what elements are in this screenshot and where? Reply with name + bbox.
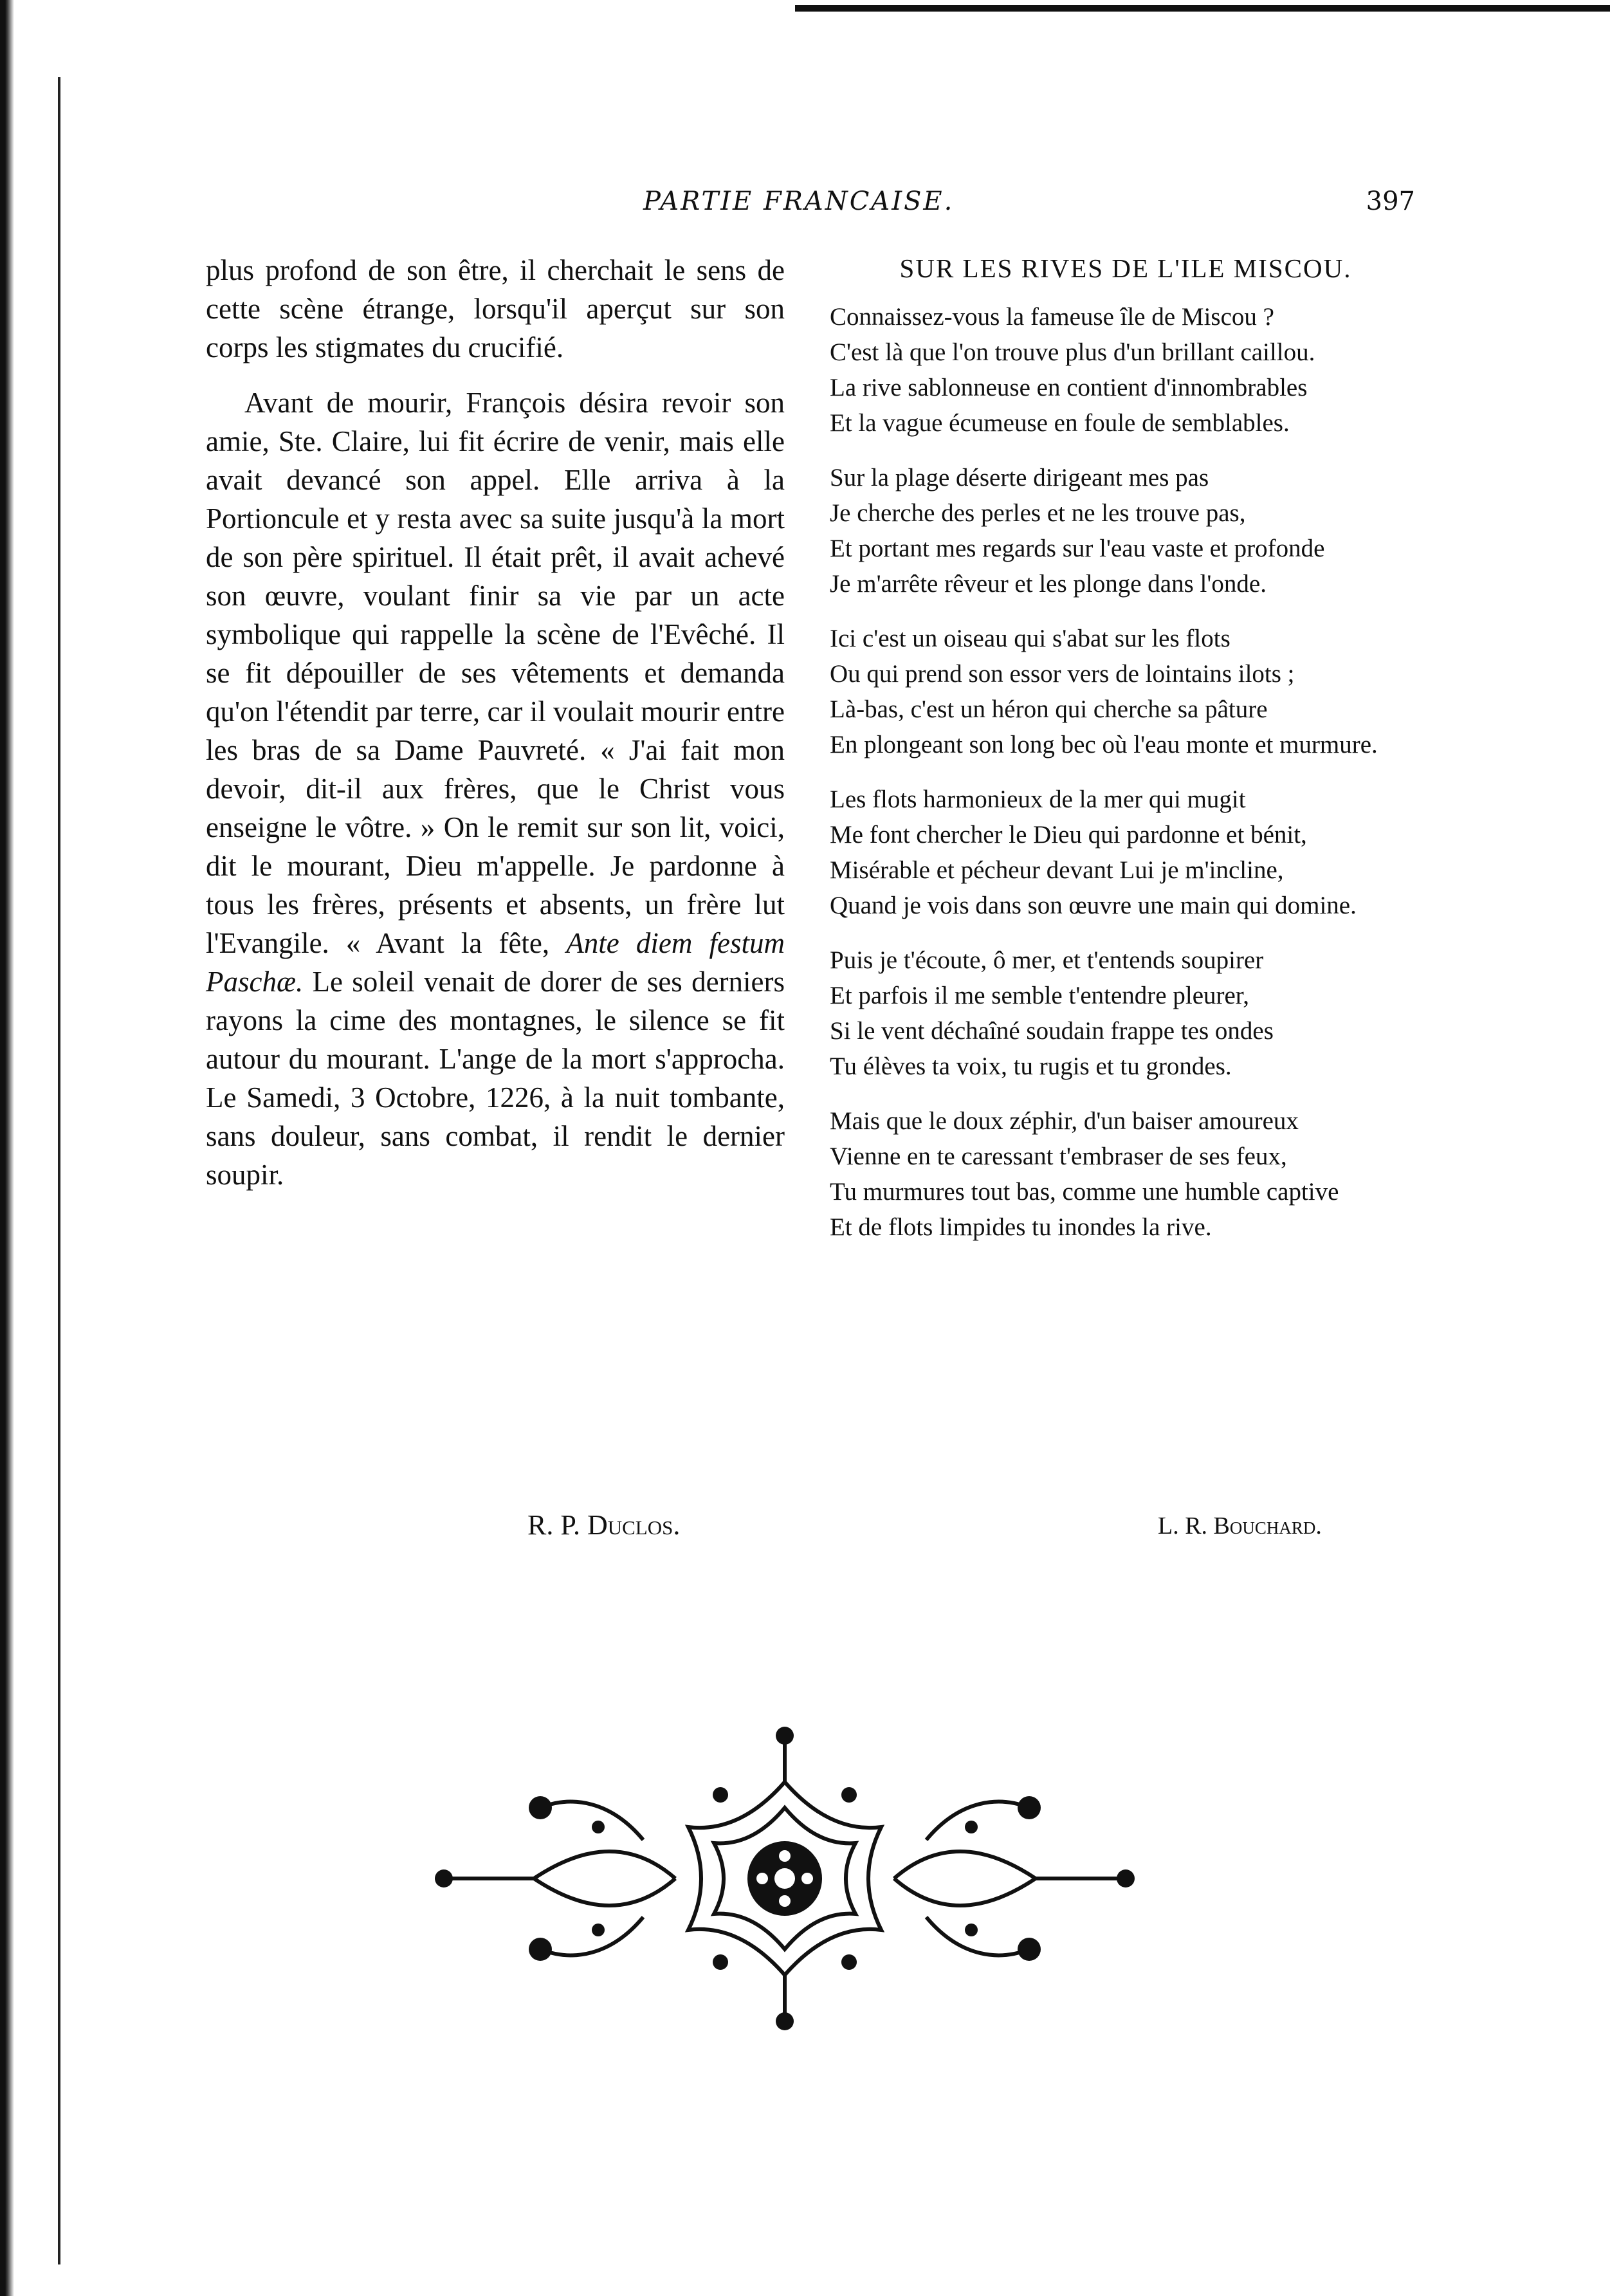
stanza: [830, 621, 1422, 762]
verse: Et portant mes regards sur l'eau vaste et profonde: [830, 535, 1325, 562]
verse: Je m'arrête rêveur et les plonge dans l'onde.: [830, 570, 1267, 598]
stanza: [830, 782, 1422, 923]
verse: Tu élèves ta voix, tu rugis et tu grondes.: [830, 1052, 1232, 1080]
paragraph: plus profond de son être, il cherchait le sens de cette scène étrange, lorsqu'il aperçut sur son corps les stigmates du crucifié.: [206, 254, 785, 363]
book-spine-edge: [0, 0, 14, 2296]
poem-title: SUR LES RIVES DE L'ILE MISCOU.: [899, 253, 1352, 283]
paragraph-text: Le soleil venait de dorer de ses derniers rayons la cime des montagnes, le silence se fit autour du mourant. L'ange de la mort s'approcha. Le Samedi, 3 Octobre, 1226, à la nuit tombante, sans douleur, sans combat, il rendit le dernier soupir.: [206, 966, 785, 1191]
verse: Je cherche des perles et ne les trouve pas,: [830, 499, 1246, 527]
verse: Sur la plage déserte dirigeant mes pas: [830, 464, 1209, 491]
poem-signature: L. R. Bouchard.: [1158, 1512, 1322, 1539]
verse: Me font chercher le Dieu qui pardonne et bénit,: [830, 821, 1307, 849]
header-title: PARTIE FRANCAISE.: [643, 187, 955, 216]
page-number: 397: [1366, 187, 1415, 216]
verse: Et la vague écumeuse en foule de semblables.: [830, 409, 1290, 437]
verse: Et parfois il me semble t'entendre pleurer,: [830, 982, 1249, 1009]
running-header: [643, 187, 1415, 232]
verse: Mais que le doux zéphir, d'un baiser amoureux: [830, 1107, 1299, 1135]
verse: Connaissez-vous la fameuse île de Miscou ?: [830, 303, 1274, 331]
verse: Puis je t'écoute, ô mer, et t'entends soupirer: [830, 946, 1264, 974]
verse: Les flots harmonieux de la mer qui mugit: [830, 785, 1246, 813]
verse: C'est là que l'on trouve plus d'un brillant caillou.: [830, 338, 1315, 366]
author-signature: R. P. Duclos.: [527, 1509, 681, 1541]
paragraph: [206, 383, 785, 1194]
verse: Ici c'est un oiseau qui s'abat sur les flots: [830, 625, 1230, 652]
stanza: [830, 299, 1422, 441]
verse: Si le vent déchaîné soudain frappe tes ondes: [830, 1017, 1274, 1045]
verse: Vienne en te caressant t'embraser de ses feux,: [830, 1143, 1287, 1170]
ornament-icon: [431, 1724, 1139, 2033]
verse: Tu murmures tout bas, comme une humble captive: [830, 1178, 1339, 1206]
verse: La rive sablonneuse en contient d'innombrables: [830, 374, 1308, 401]
verse: Et de flots limpides tu inondes la rive.: [830, 1213, 1212, 1241]
left-column-article: [206, 251, 785, 1211]
paragraph-text: Avant de mourir, François désira revoir son amie, Ste. Claire, lui fit écrire de venir, mais elle avait devancé son appel. Elle arriva à la Portioncule et y resta avec sa suite jusqu'à la mort de son père spirituel. Il était prêt, il avait achevé son œuvre, voulant finir sa vie par un acte symbolique qui rappelle la scène de l'Evêché. Il se fit dépouiller de ses vêtements et demanda qu'on l'étendit par terre, car il voulait mourir entre les bras de sa Dame Pauvreté. « J'ai fait mon devoir, dit-il aux frères, que le Christ vous enseigne le vôtre. » On le remit sur son lit, voici, dit le mourant, Dieu m'appelle. Je pardonne à tous les frères, présents et absents, un frère lut l'Evangile. « Avant la fête,: [206, 387, 785, 959]
right-column-poem: [830, 251, 1422, 1264]
verse: Quand je vois dans son œuvre une main qui domine.: [830, 892, 1357, 919]
gutter-shadow: [58, 77, 60, 2264]
latin-quote: Ante diem festum Paschæ.: [206, 927, 785, 998]
stanza: [830, 942, 1422, 1084]
verse: Là-bas, c'est un héron qui cherche sa pâture: [830, 695, 1268, 723]
stanza: [830, 460, 1422, 602]
verse: En plongeant son long bec où l'eau monte et murmure.: [830, 731, 1378, 758]
verse: Misérable et pécheur devant Lui je m'incline,: [830, 856, 1284, 884]
verse: Ou qui prend son essor vers de lointains ilots ;: [830, 660, 1295, 688]
top-rule: [795, 5, 1610, 12]
stanza: [830, 1103, 1422, 1245]
